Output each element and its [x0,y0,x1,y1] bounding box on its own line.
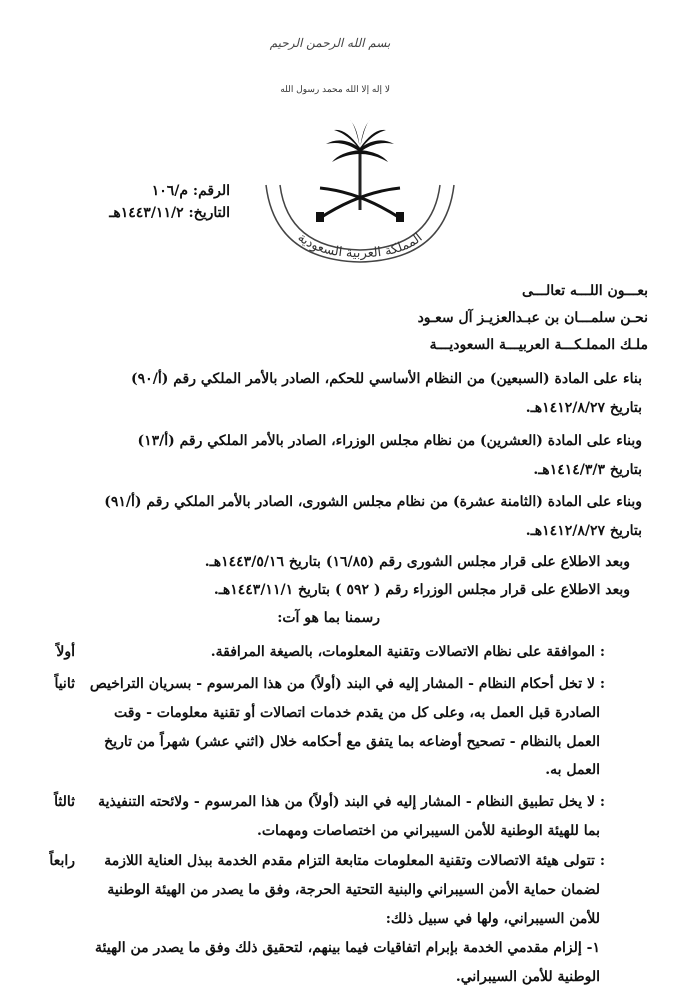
article-3-number: ثالثاً [54,794,75,810]
article-4-line-1: : تتولى هيئة الاتصالات وتقنية المعلومات متابعة التزام مقدم الخدمة ببذل العناية اللازمة [104,853,605,869]
preamble-1a: بناء على المادة (السبعين) من النظام الأساسي للحكم، الصادر بالأمر الملكي رقم (أ/٩٠) [131,371,642,387]
reference-date: التاريخ: ١٤٤٣/١١/٢هـ [109,205,230,221]
article-4-line-3: للأمن السيبراني، ولها في سبيل ذلك: [385,911,600,927]
preamble-2a: وبناء على المادة (العشرين) من نظام مجلس الوزراء، الصادر بالأمر الملكي رقم (أ/١٣) [137,433,642,449]
reference-number: الرقم: م/١٠٦ [151,183,230,199]
article-1-number: أولاً [56,644,75,660]
article-2-line-2: الصادرة قبل العمل به، وعلى كل من يقدم خدمات اتصالات أو تقنية معلومات - وقت [114,705,600,721]
svg-text:المملكة العربية السعودية [295,230,426,261]
preamble-6: رسمنا بما هو آت: [277,610,380,626]
article-4-item-1-line-1: ١- إلزام مقدمي الخدمة بإبرام اتفاقيات فيما بينهم، لتحقيق ذلك وفق ما يصدر من الهيئة [95,940,600,956]
opening-line-3: ملـك المملـكـــة العربيـــة السعوديـــة [429,337,648,353]
article-4-line-2: لضمان حماية الأمن السيبراني والبنية التحتية الحرجة، وفق ما يصدر من الهيئة الوطنية [107,882,600,898]
preamble-5: وبعد الاطلاع على قرار مجلس الوزراء رقم ( ٥٩٢ ) بتاريخ ١٤٤٣/١١/١هـ. [213,582,630,598]
article-2-line-1: : لا تخل أحكام النظام - المشار إليه في البند (أولاً) من هذا المرسوم - بسريان التراخيص [89,676,605,692]
preamble-1b: بتاريخ ١٤١٢/٨/٢٧هـ. [525,400,642,416]
basmala: بسم الله الرحمن الرحيم [269,36,391,50]
article-2-line-4: العمل به. [545,762,600,778]
article-2-number: ثانياً [54,676,75,692]
article-4-item-1-line-2: الوطنية للأمن السيبراني. [455,969,600,985]
saudi-emblem-icon [260,100,460,265]
preamble-3b: بتاريخ ١٤١٢/٨/٢٧هـ. [525,523,642,539]
shahada-calligraphy: لا إله إلا الله محمد رسول الله [280,85,390,95]
preamble-2b: بتاريخ ١٤١٤/٣/٣هـ. [533,462,642,478]
article-3-line-1: : لا يخل تطبيق النظام - المشار إليه في البند (أولاً) من هذا المرسوم - ولائحته التنفيذية [98,794,605,810]
article-1-line-1: : الموافقة على نظام الاتصالات وتقنية المعلومات، بالصيغة المرافقة. [210,644,605,660]
article-4-number: رابعاً [49,853,75,869]
emblem-ring-text: المملكة العربية السعودية [294,230,426,262]
preamble-4: وبعد الاطلاع على قرار مجلس الشورى رقم (١٦/٨٥) بتاريخ ١٤٤٣/٥/١٦هـ. [204,554,630,570]
opening-line-1: بعـــون اللـــه تعالـــى [522,283,648,299]
preamble-3a: وبناء على المادة (الثامنة عشرة) من نظام مجلس الشورى، الصادر بالأمر الملكي رقم (أ/٩١) [104,494,642,510]
opening-line-2: نحـن سلمـــان بن عبـدالعزيـز آل سعـود [417,310,648,326]
article-3-line-2: بما للهيئة الوطنية للأمن السيبراني من اختصاصات ومهمات. [256,823,600,839]
article-2-line-3: العمل بالنظام - تصحيح أوضاعه بما يتفق مع أحكامه خلال (اثني عشر) شهراً من تاريخ [104,734,600,750]
